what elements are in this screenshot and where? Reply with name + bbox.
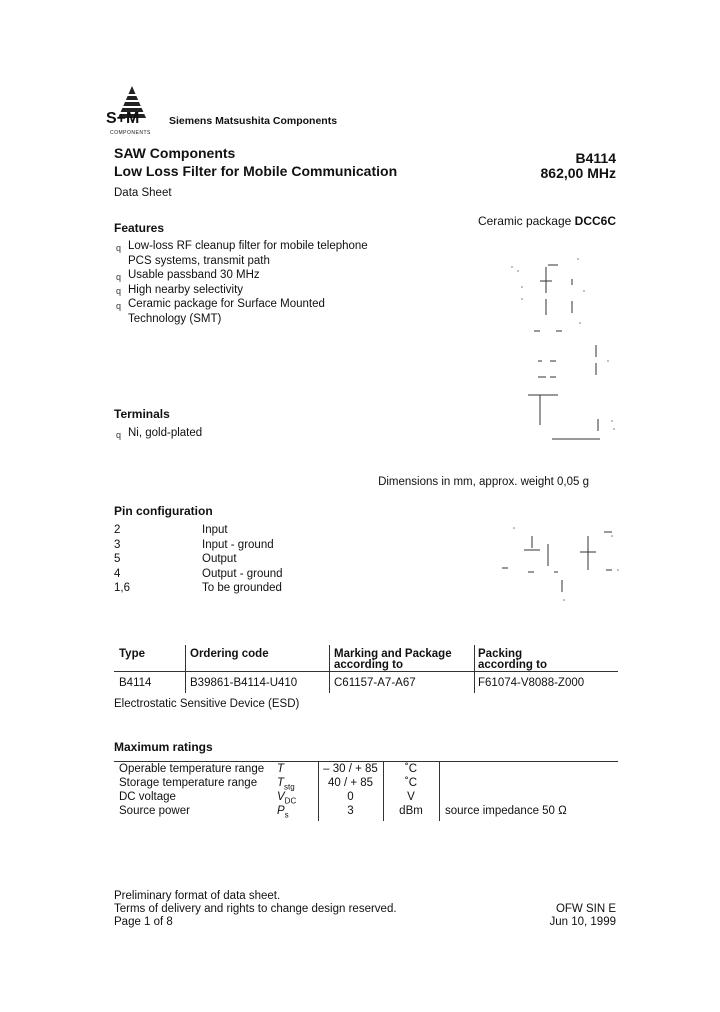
pin-number: 1,6 (114, 582, 130, 595)
rating-param: Storage temperature range (119, 777, 258, 789)
col-header-type: Type (119, 648, 145, 660)
feature-item: PCS systems, transmit path (128, 255, 270, 267)
col-header-marking: Marking and Package (334, 648, 452, 660)
pin-desc: Output (202, 553, 237, 566)
cell-marking: C61157-A7-A67 (334, 677, 416, 689)
pin-number: 3 (114, 538, 121, 551)
section-title: SAW Components (114, 145, 236, 161)
page-number: Page 1 of 8 (114, 916, 173, 928)
rating-symbol (277, 763, 284, 775)
rating-unit: ˚C (404, 777, 418, 789)
pin-diagram (500, 522, 625, 604)
rating-value: 0 (347, 791, 354, 803)
rating-param: DC voltage (119, 791, 176, 803)
rating-symbol (277, 791, 296, 805)
pin-row (114, 567, 283, 582)
features-heading: Features (114, 221, 165, 235)
footer-right (549, 903, 616, 929)
pin-config-heading: Pin configuration (114, 504, 213, 518)
pin-desc: Input (202, 524, 228, 536)
bullet-icon: q (116, 272, 122, 282)
rating-unit: ˚C (404, 763, 418, 775)
pin-row (114, 538, 283, 553)
footer-date: Jun 10, 1999 (549, 916, 616, 928)
rating-symbol-main: T (277, 777, 285, 789)
rating-value: 3 (347, 805, 354, 817)
ratings-table (114, 761, 618, 821)
pin-number: 4 (114, 567, 121, 580)
feature-item: Technology (SMT) (128, 313, 222, 325)
feature-item: Usable passband 30 MHz (128, 269, 260, 281)
footer-doc-code: OFW SIN E (555, 903, 616, 915)
bullet-icon: q (116, 301, 122, 311)
doc-type: Data Sheet (114, 187, 172, 199)
bullet-icon: q (116, 243, 122, 253)
rating-value: 40 / + 85 (327, 777, 374, 789)
package-code: DCC6C (574, 214, 616, 228)
bullet-icon: q (116, 430, 122, 440)
footer-preliminary: Preliminary format of data sheet. (114, 890, 281, 902)
frequency: 862,00 MHz (540, 165, 616, 181)
feature-item: Low-loss RF cleanup filter for mobile telephone (128, 240, 368, 252)
rating-param: Operable temperature range (119, 763, 265, 775)
rating-symbol-main: V (277, 791, 285, 803)
feature-item: High nearby selectivity (128, 284, 244, 296)
col-header-ordering: Ordering code (190, 648, 269, 660)
pin-number: 5 (114, 553, 121, 566)
esd-note: Electrostatic Sensitive Device (ESD) (114, 698, 300, 710)
ordering-table (114, 645, 618, 693)
col-header-marking-sub: according to (334, 659, 404, 671)
pin-desc: To be grounded (202, 582, 282, 595)
package-label (478, 214, 616, 228)
footer-left (114, 890, 397, 929)
feature-item: Ceramic package for Surface Mounted (128, 298, 325, 310)
pin-row (114, 523, 283, 538)
rating-param: Source power (119, 805, 190, 817)
part-number: B4114 (575, 150, 616, 166)
logo-text: S+M (106, 110, 140, 127)
pin-desc: Output - ground (202, 567, 283, 580)
terminals-item: Ni, gold-plated (128, 427, 203, 439)
pin-row (114, 552, 283, 567)
col-header-packing: Packing (478, 648, 523, 660)
bullet-icon: q (116, 286, 122, 296)
rating-unit: dBm (399, 805, 423, 817)
pin-number: 2 (114, 524, 121, 536)
cell-type: B4114 (119, 677, 152, 689)
rating-symbol (277, 777, 295, 791)
col-header-packing-sub: according to (478, 659, 548, 671)
package-drawing (500, 245, 630, 445)
company-logo (108, 84, 158, 138)
rating-note: source impedance 50 Ω (445, 805, 567, 817)
pin-desc: Input - ground (202, 538, 274, 551)
company-name: Siemens Matsushita Components (169, 115, 338, 127)
rating-value: – 30 / + 85 (323, 763, 378, 775)
pin-row (114, 581, 283, 596)
rating-symbol (277, 805, 289, 819)
pin-table (114, 523, 283, 596)
rating-symbol-sub: DC (284, 796, 297, 806)
package-label-text: Ceramic package (477, 214, 575, 228)
rating-symbol-sub: s (284, 810, 289, 820)
rating-symbol-main: P (277, 805, 285, 817)
rating-unit: V (407, 791, 415, 803)
ratings-heading: Maximum ratings (114, 740, 213, 754)
product-title: Low Loss Filter for Mobile Communication (114, 163, 398, 179)
cell-packing: F61074-V8088-Z000 (478, 677, 585, 689)
rating-symbol-sub: stg (284, 782, 295, 792)
terminals-heading: Terminals (114, 407, 170, 421)
cell-ordering-code: B39861-B4114-U410 (190, 677, 298, 689)
footer-terms: Terms of delivery and rights to change design reserved. (114, 903, 397, 915)
logo-subtext: COMPONENTS (110, 130, 151, 136)
dimensions-note: Dimensions in mm, approx. weight 0,05 g (378, 476, 589, 488)
rating-symbol-main: T (277, 763, 285, 775)
